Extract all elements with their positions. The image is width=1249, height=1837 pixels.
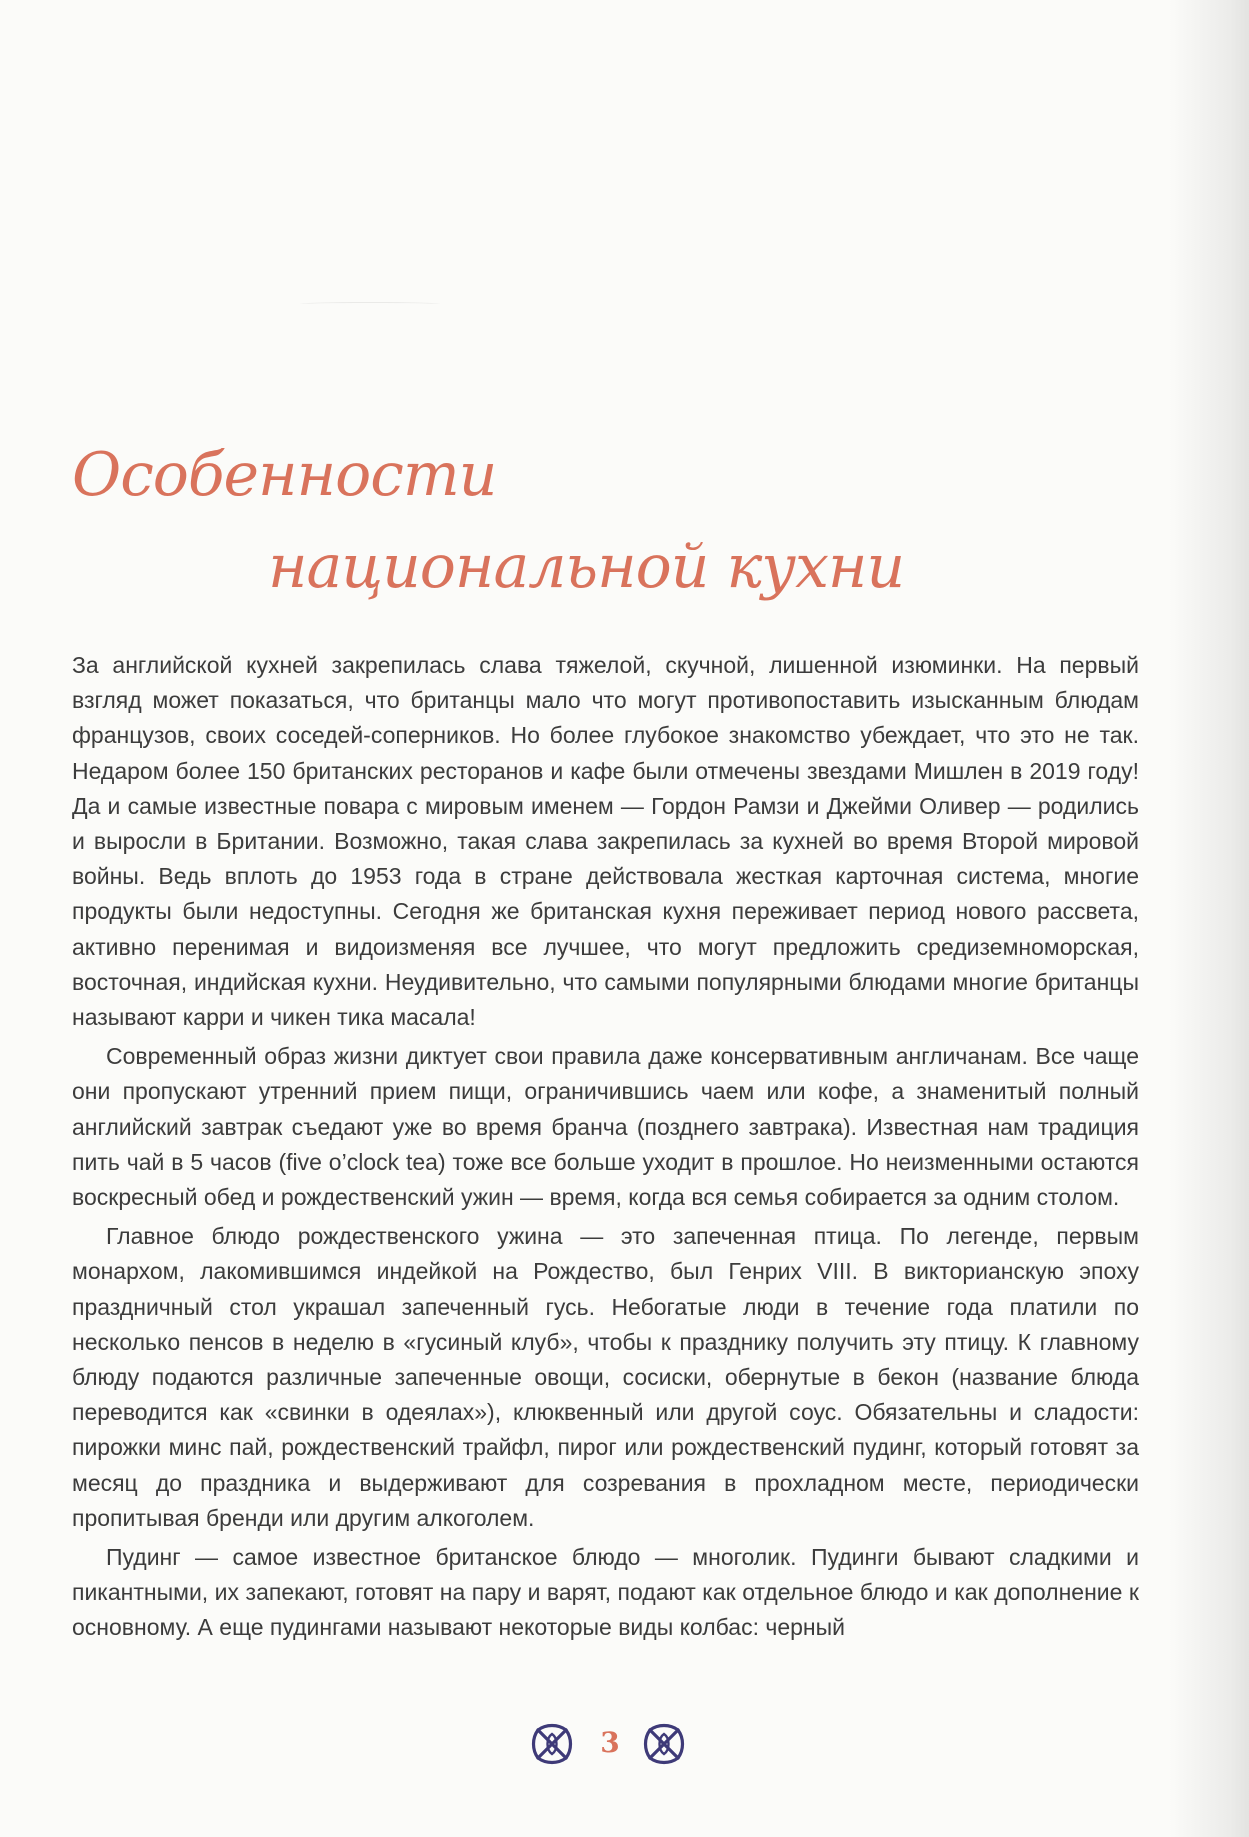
page-edge-shadow	[1169, 0, 1249, 1837]
page-number: 3	[600, 1726, 620, 1759]
paragraph-3: Главное блюдо рождественского ужина — это запеченная птица. По легенде, первым монархом, лакомившимся индейкой на Рождество, был Генрих VIII. В викторианскую эпоху праздничный стол украшал запеченный гусь. Небогатые люди в течение года платили по несколько пенсов в неделю в «гусиный клуб», чтобы к празднику получить эту птицу. К главному блюду подаются различные запеченные овощи, сосиски, обернутые в бекон (название блюда переводится как «свинки в одеялах»), клюквенный или другой соус. Обязательны и сладости: пирожки минс пай, рождественский трайфл, пирог или рождественский пудинг, который готовят за месяц до праздника и выдерживают для созревания в прохладном месте, периодически пропитывая бренди или другим алкоголем.	[72, 1223, 1139, 1531]
chapter-title-line2: национальной кухни	[268, 532, 905, 602]
faint-mark	[300, 302, 440, 306]
paragraph-2: Современный образ жизни диктует свои правила даже консервативным англичанам. Все чаще они пропускают утренний прием пищи, ограничившись чаем или кофе, а знаменитый полный английский завтрак съедают уже во время бранча (позднего завтрака). Известная нам традиция пить чай в 5 часов (five o’clock tea) тоже все больше уходит в прошлое. Но неизменными остаются воскресный обед и рождественский ужин — время, когда вся семья собирается за одним столом.	[72, 1043, 1139, 1211]
chapter-title-line1: Особенности	[72, 440, 497, 510]
chapter-title	[72, 440, 905, 620]
body-text	[72, 648, 1139, 1650]
celtic-knot-icon	[530, 1722, 574, 1766]
paragraph-1: За английской кухней закрепилась слава тяжелой, скучной, лишенной изюминки. На первый взгляд может показаться, что британцы мало что могут противопоставить изысканным блюдам французов, своих соседей-соперников. Но более глубокое знакомство убеждает, что это не так. Недаром более 150 британских ресторанов и кафе были отмечены звездами Мишлен в 2019 году! Да и самые известные повара с мировым именем — Гордон Рамзи и Джейми Оливер — родились и выросли в Британии. Возможно, такая слава закрепилась за кухней во время Второй мировой войны. Ведь вплоть до 1953 года в стране действовала жесткая карточная система, многие продукты были недоступны. Сегодня же британская кухня переживает период нового рассвета, активно перенимая и видоизменяя все лучшее, что могут предложить средиземноморская, восточная, индийская кухни. Неудивительно, что самыми популярными блюдами многие британцы называют карри и чикен тика масала!	[72, 652, 1139, 1031]
celtic-knot-icon	[642, 1722, 686, 1766]
page-footer	[520, 1722, 700, 1772]
paragraph-4: Пудинг — самое известное британское блюдо — многолик. Пудинги бывают сладкими и пикантными, их запекают, готовят на пару и варят, подают как отдельное блюдо и как дополнение к основному. А еще пудингами называют некоторые виды колбас: черный	[72, 1544, 1139, 1641]
